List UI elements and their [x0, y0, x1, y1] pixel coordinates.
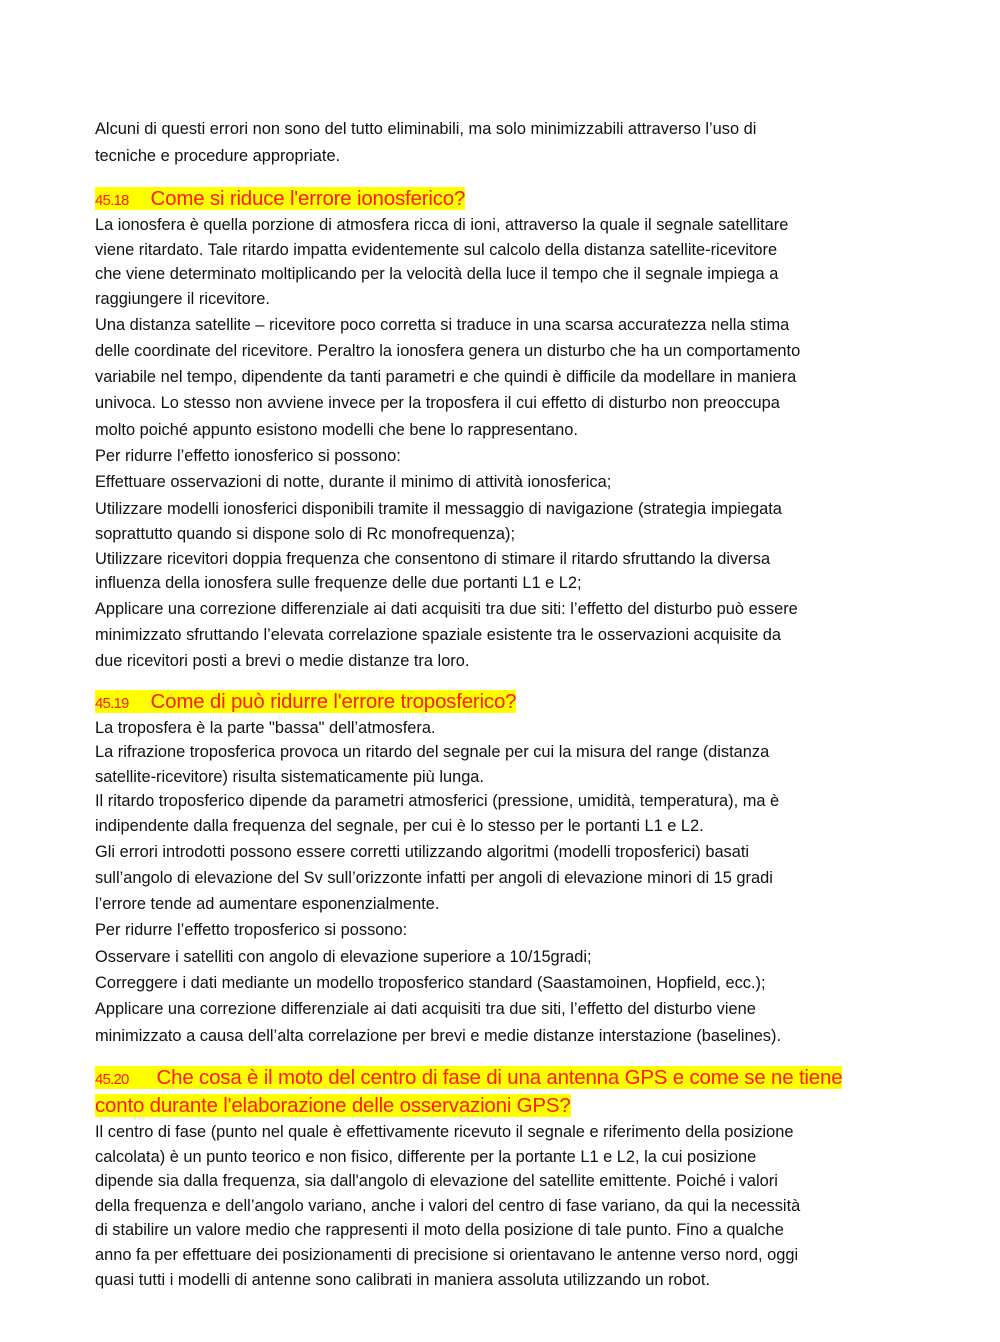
paragraph-line: Il centro di fase (punto nel quale è effettivamente ricevuto il segnale e riferimento della posizione	[95, 1122, 794, 1141]
paragraph-line: variabile nel tempo, dipendente da tanti parametri e che quindi è difficile da modellare in maniera	[95, 368, 797, 387]
paragraph-line: Utilizzare modelli ionosferici disponibili tramite il messaggio di navigazione (strategia impiegata	[95, 499, 782, 518]
section-heading-45-19	[95, 689, 910, 716]
paragraph-line: Correggere i dati mediante un modello troposferico standard (Saastamoinen, Hopfield, ecc.);	[95, 974, 766, 993]
paragraph-line: Una distanza satellite – ricevitore poco corretta si traduce in una scarsa accuratezza nella stima	[95, 315, 790, 334]
section-heading-45-18	[95, 186, 910, 213]
paragraph-line: indipendente dalla frequenza del segnale, per cui è lo stesso per le portanti L1 e L2.	[95, 816, 704, 835]
paragraph-line: influenza della ionosfera sulle frequenze delle due portanti L1 e L2;	[95, 574, 582, 593]
paragraph-line: Applicare una correzione differenziale ai dati acquisiti tra due siti: l’effetto del disturbo può essere	[95, 599, 798, 618]
intro-line: tecniche e procedure appropriate.	[95, 146, 341, 165]
paragraph-line: calcolata) è un punto teorico e non fisico, differente per la portante L1 e L2, la cui posizione	[95, 1147, 757, 1166]
section-heading-45-20-cont	[95, 1093, 910, 1120]
paragraph-line: Il ritardo troposferico dipende da parametri atmosferici (pressione, umidità, temperatura), ma è	[95, 792, 780, 811]
paragraph-line: satellite-ricevitore) risulta sistematicamente più lunga.	[95, 767, 484, 786]
paragraph-line: Gli errori introdotti possono essere corretti utilizzando algoritmi (modelli troposferici) basati	[95, 842, 750, 861]
section-body-45-19	[95, 716, 910, 1049]
paragraph-line: anno fa per effettuare dei posizionamenti di precisione si orientavano le antenne verso nord, oggi	[95, 1245, 799, 1264]
section-title: Che cosa è il moto del centro di fase di una antenna GPS e come se ne tiene	[156, 1065, 843, 1089]
paragraph-line: minimizzato a causa dell’alta correlazione per brevi e medie distanze interstazione (baselines).	[95, 1026, 782, 1045]
section-body-45-18	[95, 213, 910, 674]
paragraph-line: viene ritardato. Tale ritardo impatta evidentemente sul calcolo della distanza satellite-ricevitore	[95, 240, 778, 259]
paragraph-line: l’errore tende ad aumentare esponenzialmente.	[95, 895, 440, 914]
paragraph-line: minimizzato sfruttando l’elevata correlazione spaziale esistente tra le osservazioni acquisite da	[95, 626, 782, 645]
section-body-45-20	[95, 1120, 910, 1292]
paragraph-line: soprattutto quando si dispone solo di Rc monofrequenza);	[95, 524, 516, 543]
paragraph-line: Utilizzare ricevitori doppia frequenza che consentono di stimare il ritardo sfruttando la diversa	[95, 549, 771, 568]
paragraph-line: Effettuare osservazioni di notte, durante il minimo di attività ionosferica;	[95, 473, 612, 492]
paragraph-line: due ricevitori posti a brevi o medie distanze tra loro.	[95, 652, 470, 671]
paragraph-line: di stabilire un valore medio che rappresenti il moto della posizione di tale punto. Fino a qualche	[95, 1221, 784, 1240]
section-heading-45-20	[95, 1065, 910, 1093]
section-number: 45.19	[95, 694, 129, 712]
paragraph-line: raggiungere il ricevitore.	[95, 289, 270, 308]
paragraph-line: La ionosfera è quella porzione di atmosfera ricca di ioni, attraverso la quale il segnale satellitare	[95, 216, 789, 235]
paragraph-line: che viene determinato moltiplicando per la velocità della luce il tempo che il segnale impiega a	[95, 265, 779, 284]
paragraph-line: univoca. Lo stesso non avviene invece per la troposfera il cui effetto di disturbo non preoccupa	[95, 394, 780, 413]
section-number: 45.18	[95, 192, 129, 210]
paragraph-line: molto poiché appunto esistono modelli che bene lo rappresentano.	[95, 420, 578, 439]
section-number: 45.20	[95, 1070, 129, 1088]
paragraph-line: Per ridurre l’effetto troposferico si possono:	[95, 921, 408, 940]
intro-line: Alcuni di questi errori non sono del tutto eliminabili, ma solo minimizzabili attraverso l’uso di	[95, 120, 757, 138]
paragraph-line: delle coordinate del ricevitore. Peraltro la ionosfera genera un disturbo che ha un comportamento	[95, 341, 801, 360]
page-body	[95, 117, 910, 1292]
section-title: Come si riduce l'errore ionosferico?	[150, 187, 466, 211]
section-title: Come di può ridurre l'errore troposferico?	[150, 689, 517, 713]
section-title: conto durante l'elaborazione delle osservazioni GPS?	[95, 1093, 571, 1117]
paragraph-line: dipende sia dalla frequenza, sia dall'angolo di elevazione del satellite emittente. Poiché i valori	[95, 1172, 778, 1191]
paragraph-line: La rifrazione troposferica provoca un ritardo del segnale per cui la misura del range (distanza	[95, 743, 770, 762]
paragraph-line: della frequenza e dell’angolo variano, anche i valori del centro di fase variano, da qui la necessità	[95, 1196, 801, 1215]
paragraph-line: Applicare una correzione differenziale ai dati acquisiti tra due siti, l’effetto del disturbo viene	[95, 1000, 756, 1019]
paragraph-line: La troposfera è la parte "bassa" dell’atmosfera.	[95, 718, 436, 737]
paragraph-line: sull’angolo di elevazione del Sv sull’orizzonte infatti per angoli di elevazione minori di 15 gradi	[95, 868, 773, 887]
paragraph-line: quasi tutti i modelli di antenne sono calibrati in maniera assoluta utilizzando un robot.	[95, 1270, 711, 1289]
paragraph-line: Per ridurre l’effetto ionosferico si possono:	[95, 447, 401, 466]
paragraph-line: Osservare i satelliti con angolo di elevazione superiore a 10/15gradi;	[95, 947, 592, 966]
